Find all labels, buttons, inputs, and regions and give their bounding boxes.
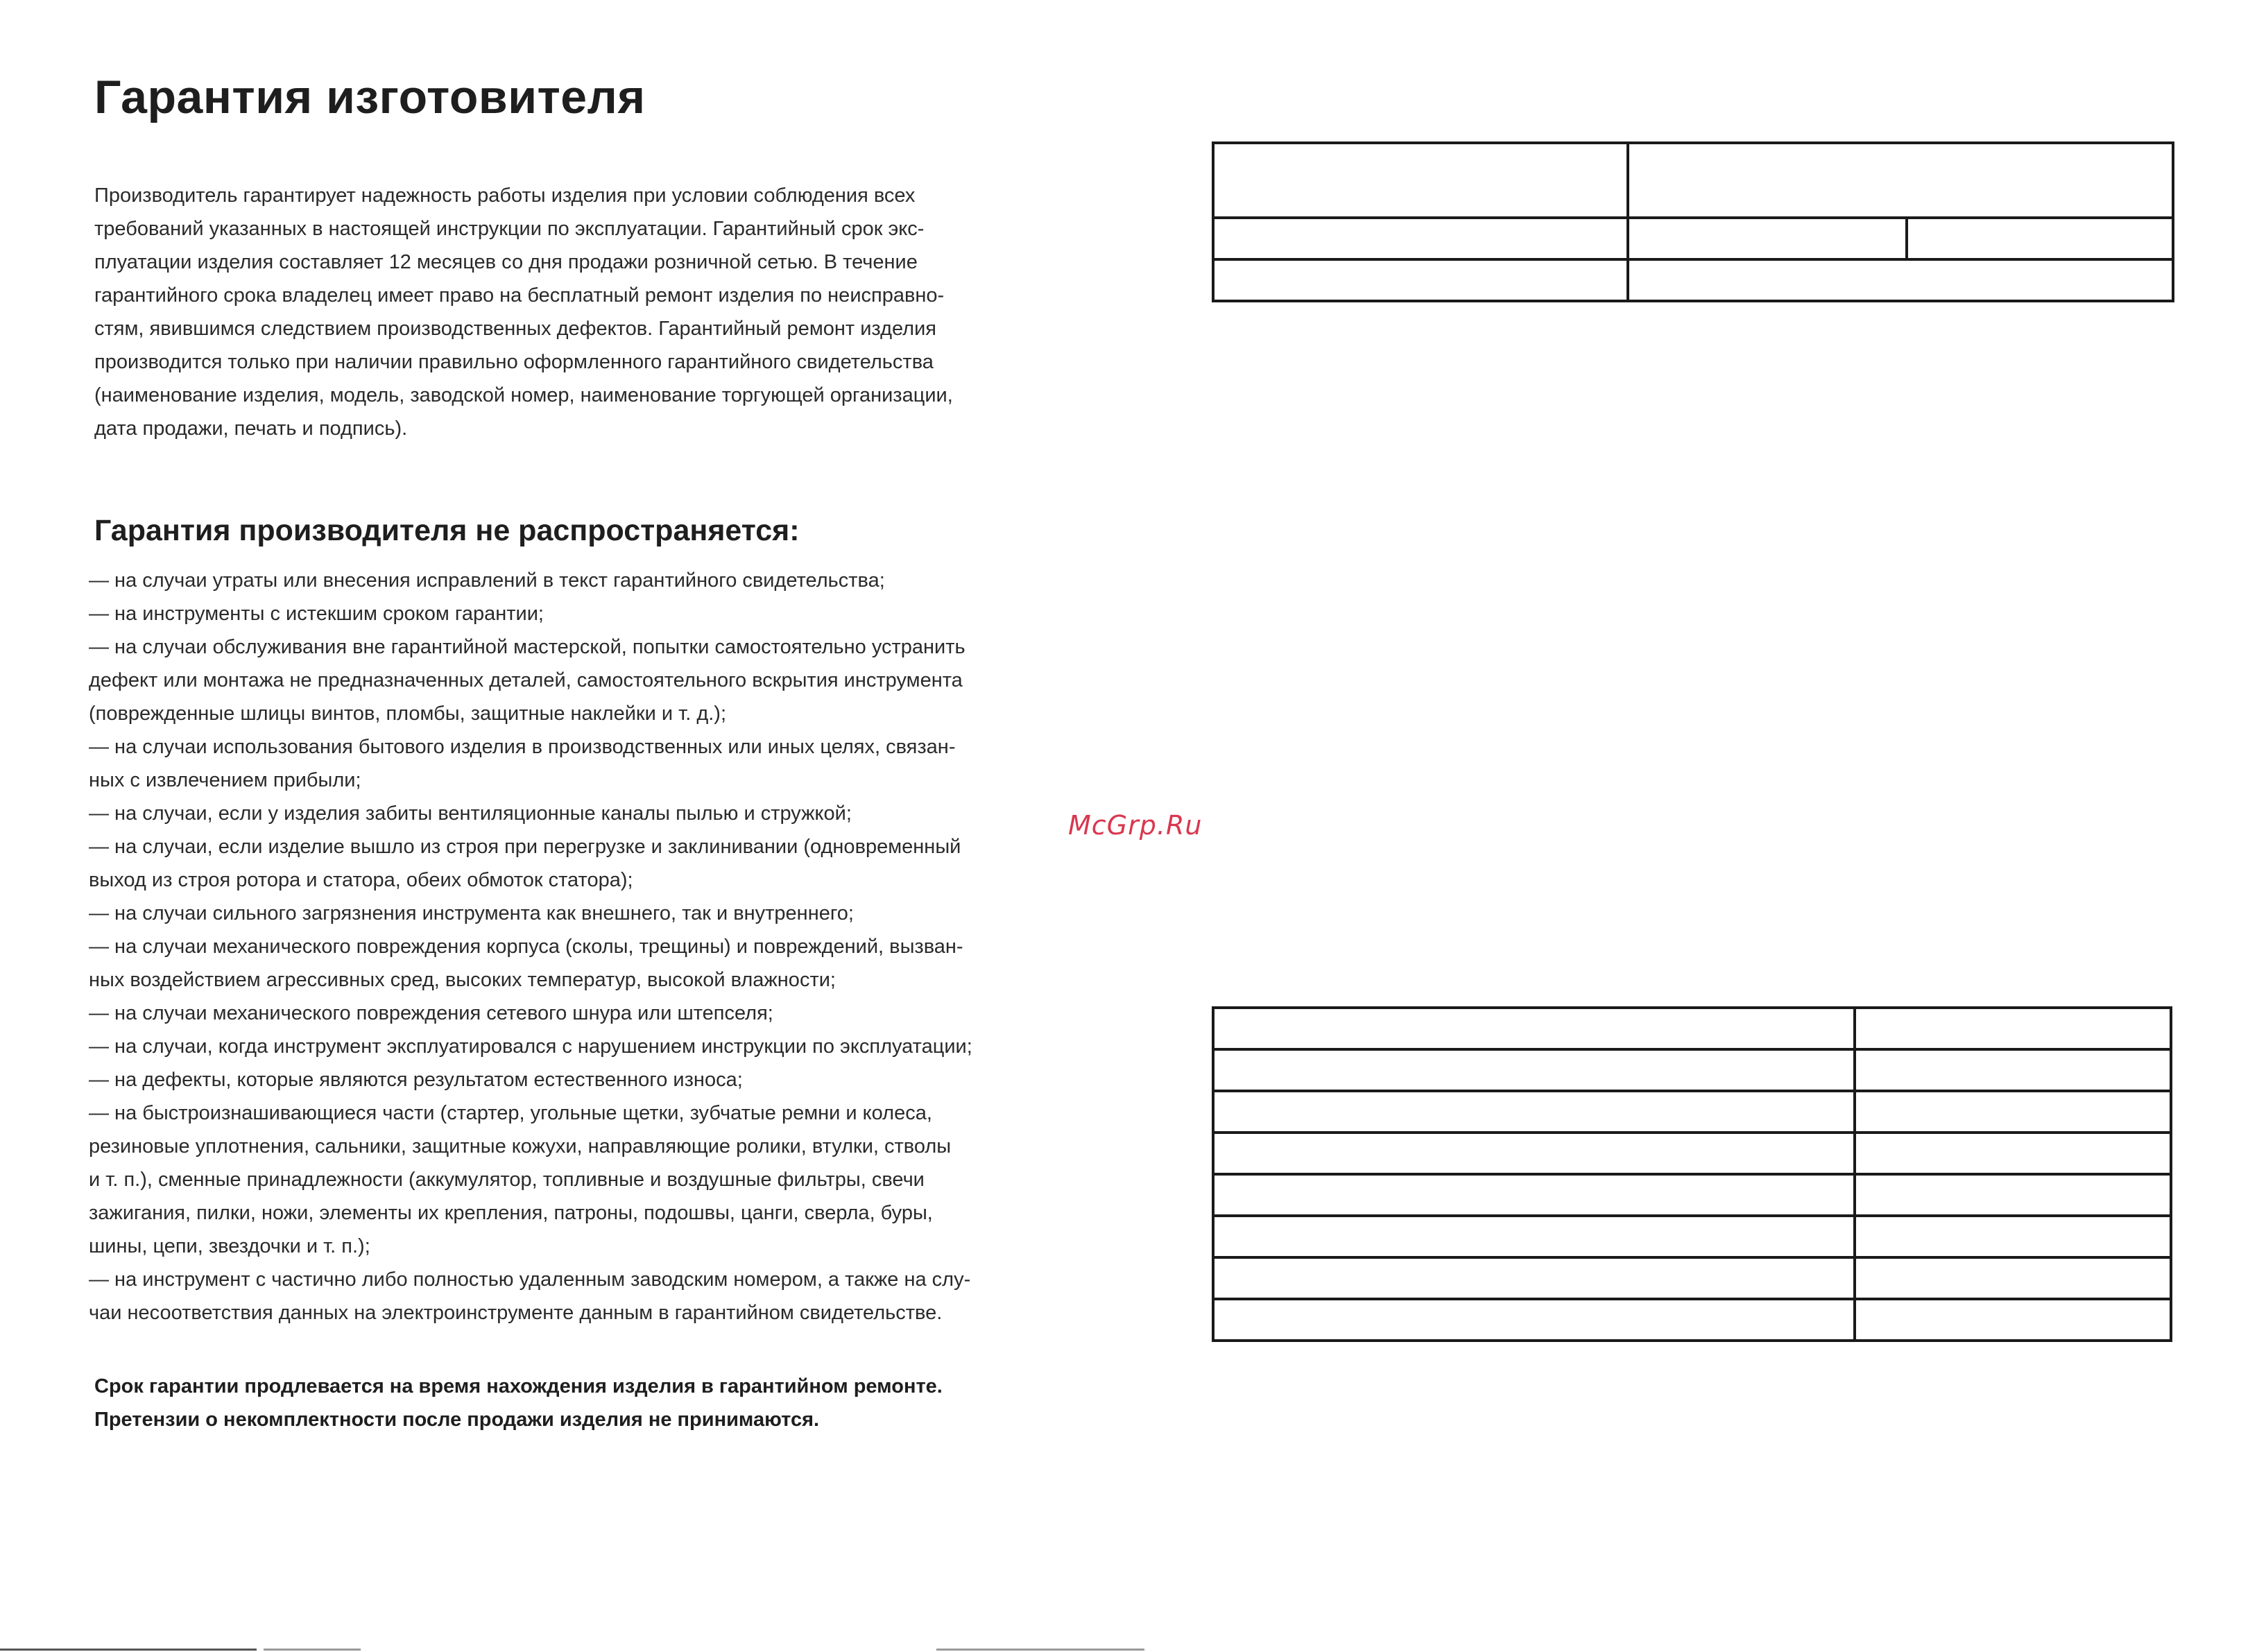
table-row xyxy=(1213,1049,2171,1091)
list-item: шины, цепи, звездочки и т. п.); xyxy=(89,1235,370,1258)
closing-line: Претензии о некомплектности после продажи изделия не принимаются. xyxy=(94,1409,820,1431)
table-cell xyxy=(1213,1133,1855,1174)
table-cell xyxy=(1628,259,2173,301)
table-cell xyxy=(1855,1091,2171,1133)
page-edge-line xyxy=(0,1649,257,1651)
list-item: — на инструмент с частично либо полностью удаленным заводским номером, а также на слу- xyxy=(89,1268,971,1291)
list-item: — на случаи сильного загрязнения инструмента как внешнего, так и внутреннего; xyxy=(89,902,854,925)
table-cell xyxy=(1213,1299,1855,1341)
table-row xyxy=(1213,143,2173,218)
table-row xyxy=(1213,1091,2171,1133)
closing-notes xyxy=(94,1370,1065,1436)
table-cell xyxy=(1213,143,1628,218)
list-item: — на быстроизнашивающиеся части (стартер, угольные щетки, зубчатые ремни и колеса, xyxy=(89,1102,932,1125)
list-item: — на случаи механического повреждения корпуса (сколы, трещины) и повреждений, вызван- xyxy=(89,936,963,958)
table-cell xyxy=(1213,259,1628,301)
left-column xyxy=(89,69,1065,1436)
list-item: и т. п.), сменные принадлежности (аккумулятор, топливные и воздушные фильтры, свечи xyxy=(89,1169,925,1191)
intro-line: Производитель гарантирует надежность работы изделия при условии соблюдения всех xyxy=(94,184,916,207)
table-cell xyxy=(1213,1257,1855,1299)
exclusions-heading: Гарантия производителя не распространяется: xyxy=(94,513,800,547)
list-item: ных с извлечением прибыли; xyxy=(89,769,361,792)
table-cell xyxy=(1855,1216,2171,1257)
intro-line: гарантийного срока владелец имеет право на бесплатный ремонт изделия по неисправно- xyxy=(94,284,945,307)
table-cell xyxy=(1855,1257,2171,1299)
table-cell xyxy=(1855,1174,2171,1216)
table-cell xyxy=(1855,1299,2171,1341)
table-row xyxy=(1213,218,2173,259)
list-item: — на случаи, если у изделия забиты вентиляционные каналы пылью и стружкой; xyxy=(89,802,852,825)
list-item: выход из строя ротора и статора, обеих обмоток статора); xyxy=(89,869,633,892)
table-row xyxy=(1213,1299,2171,1341)
intro-line: требований указанных в настоящей инструкции по эксплуатации. Гарантийный срок экс- xyxy=(94,217,925,240)
table-cell xyxy=(1855,1008,2171,1049)
list-item: ных воздействием агрессивных сред, высоких температур, высокой влажности; xyxy=(89,969,836,992)
table-cell xyxy=(1213,1008,1855,1049)
list-item: — на инструменты с истекшим сроком гарантии; xyxy=(89,603,544,626)
table-cell xyxy=(1907,218,2173,259)
exclusions-list xyxy=(89,564,1065,1330)
table-cell xyxy=(1213,1174,1855,1216)
list-item: — на случаи утраты или внесения исправлений в текст гарантийного свидетельства; xyxy=(89,569,885,592)
table-row xyxy=(1213,1008,2171,1049)
list-item: — на случаи использования бытового изделия в производственных или иных целях, связан- xyxy=(89,736,956,759)
table-row xyxy=(1213,1174,2171,1216)
table-cell xyxy=(1213,1049,1855,1091)
list-item: — на случаи, если изделие вышло из строя при перегрузке и заклинивании (одновременный xyxy=(89,836,961,859)
watermark: McGrp.Ru xyxy=(1068,810,1203,841)
list-item: — на дефекты, которые являются результатом естественного износа; xyxy=(89,1069,743,1092)
table-cell xyxy=(1213,1216,1855,1257)
table-cell xyxy=(1855,1133,2171,1174)
closing-line: Срок гарантии продлевается на время нахождения изделия в гарантийном ремонте. xyxy=(94,1375,943,1398)
list-item: резиновые уплотнения, сальники, защитные кожухи, направляющие ролики, втулки, стволы xyxy=(89,1135,952,1158)
page-title: Гарантия изготовителя xyxy=(94,71,646,123)
intro-line: производится только при наличии правильно оформленного гарантийного свидетельства xyxy=(94,350,934,373)
table-cell xyxy=(1213,218,1628,259)
list-item: чаи несоответствия данных на электроинструменте данным в гарантийном свидетельстве. xyxy=(89,1302,943,1325)
list-item: — на случаи обслуживания вне гарантийной мастерской, попытки самостоятельно устранить xyxy=(89,636,965,659)
intro-line: (наименование изделия, модель, заводской номер, наименование торгующей организации, xyxy=(94,384,953,406)
table-row xyxy=(1213,1216,2171,1257)
table-cell xyxy=(1213,1091,1855,1133)
list-item: — на случаи механического повреждения сетевого шнура или штепселя; xyxy=(89,1002,773,1025)
page-edge-line xyxy=(264,1649,361,1651)
repair-record-table xyxy=(1212,1006,2172,1342)
list-item: дефект или монтажа не предназначенных деталей, самостоятельного вскрытия инструмента xyxy=(89,669,963,692)
list-item: (поврежденные шлицы винтов, пломбы, защитные наклейки и т. д.); xyxy=(89,703,727,725)
table-row xyxy=(1213,1133,2171,1174)
intro-line: стям, явившимся следствием производственных дефектов. Гарантийный ремонт изделия xyxy=(94,317,937,340)
page-edge-line xyxy=(936,1649,1144,1651)
list-item: — на случаи, когда инструмент эксплуатировался с нарушением инструкции по эксплуатации; xyxy=(89,1035,972,1058)
table-cell xyxy=(1855,1049,2171,1091)
table-row xyxy=(1213,259,2173,301)
intro-paragraph xyxy=(94,179,1065,445)
table-cell xyxy=(1628,218,1907,259)
table-cell xyxy=(1628,143,2173,218)
intro-line: плуатации изделия составляет 12 месяцев со дня продажи розничной сетью. В течение xyxy=(94,250,918,273)
intro-line: дата продажи, печать и подпись). xyxy=(94,417,408,440)
table-row xyxy=(1213,1257,2171,1299)
warranty-info-table xyxy=(1212,141,2174,302)
list-item: зажигания, пилки, ножи, элементы их крепления, патроны, подошвы, цанги, сверла, буры, xyxy=(89,1202,933,1225)
